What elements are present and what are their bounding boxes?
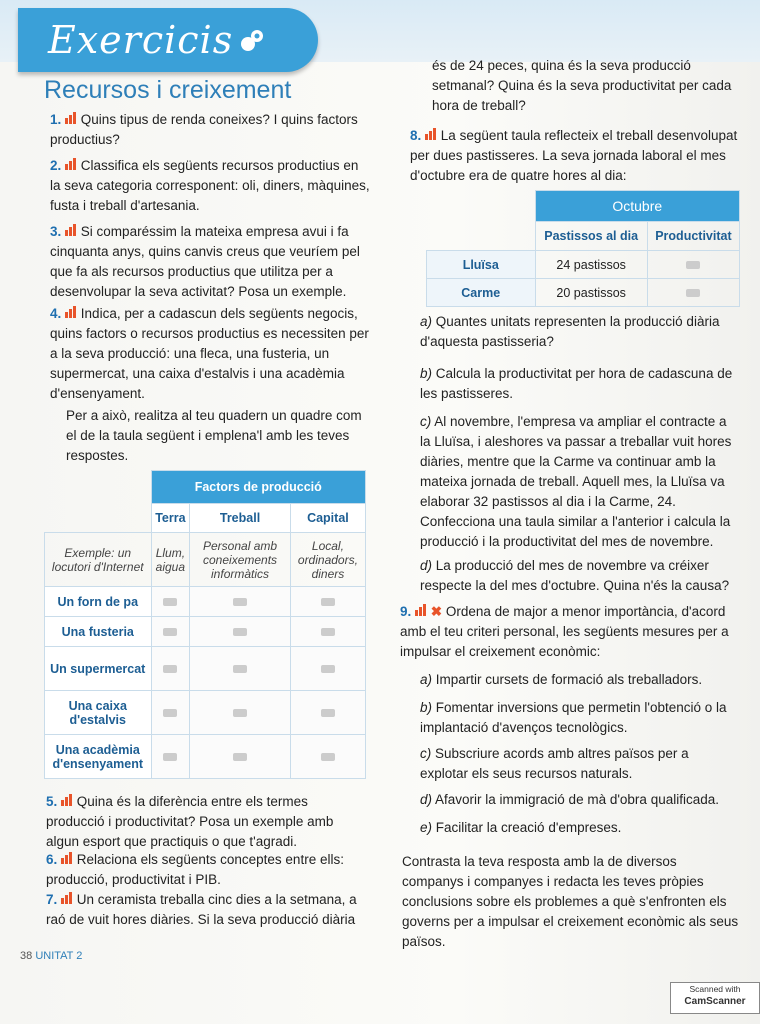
- item-label: c): [420, 414, 432, 429]
- col-header-capital: Capital: [290, 504, 365, 533]
- row-label: Lluïsa: [427, 251, 536, 279]
- exercises-title: Exercicis: [48, 18, 234, 62]
- col-header-pastissos: Pastissos al dia: [535, 222, 647, 251]
- question-number: 2.: [50, 158, 62, 173]
- item-8d: [420, 556, 740, 596]
- row-value: 24 pastissos: [535, 251, 647, 279]
- difficulty-bars-icon: [65, 156, 77, 176]
- question-4: [50, 304, 370, 404]
- blank-answer: [233, 665, 247, 673]
- blank-answer: [163, 753, 177, 761]
- col-header-terra: Terra: [151, 504, 190, 533]
- item-8c: [420, 412, 740, 552]
- question-text: Si comparéssim la mateixa empresa avui i fa cinquanta anys, quins canvis creus que veuríem pel que fa als recursos productius que utilitza per a desenvolupar la seva activitat? Posa un exemple.: [50, 224, 360, 299]
- blank-answer: [233, 628, 247, 636]
- scanner-line-2: CamScanner: [684, 996, 746, 1007]
- difficulty-bars-icon: [415, 602, 427, 622]
- puzzle-icon: [236, 26, 266, 56]
- item-text: Al novembre, l'empresa va ampliar el contracte a la Lluïsa, i aleshores va passar a treballar vuit hores diàries, mentre que la Carme va continuar amb la mateixa jornada de treball. Aquell mes, la Lluïsa va elaborar 32 pastissos al dia i la Carme, 24. Confecciona una taula similar a l'anterior i calcula la producció i la productivitat del mes de novembre.: [420, 414, 732, 549]
- question-9-conclusion: Contrasta la teva resposta amb la de diversos companys i companyes i redacta les teves pròpies conclusions sobre els problemes a què s'enfronten els governs per a impulsar el creixement econòmic als seus països.: [402, 854, 739, 949]
- page-footer: [20, 950, 82, 962]
- question-3: [50, 222, 370, 302]
- section-title: Recursos i creixement: [44, 76, 292, 104]
- row-value: 20 pastissos: [535, 279, 647, 307]
- item-text: Calcula la productivitat per hora de cadascuna de les pastisseres.: [420, 366, 733, 401]
- blank-answer: [163, 709, 177, 717]
- item-9e: [420, 818, 740, 838]
- question-2: [50, 156, 370, 216]
- question-number: 8.: [410, 128, 422, 143]
- item-text: Subscriure acords amb altres països per a explotar els seus recursos naturals.: [420, 746, 689, 781]
- question-4-instructions: Per a això, realitza al teu quadern un quadre com el de la taula següent i emplena'l amb les teves respostes.: [66, 408, 362, 463]
- item-label: b): [420, 700, 433, 715]
- question-5: [46, 792, 364, 852]
- question-7-continued: és de 24 peces, quina és la seva producció setmanal? Quina és la seva productivitat per cada hora de treball?: [432, 58, 732, 113]
- item-9b: [420, 698, 740, 738]
- blank-answer: [686, 261, 700, 269]
- blank-answer: [321, 665, 335, 673]
- blank-answer: [233, 709, 247, 717]
- table-row: [427, 279, 740, 307]
- question-text: La següent taula reflecteix el treball desenvolupat per dues pastisseres. La seva jornada laboral el mes d'octubre era de quatre hores al dia:: [410, 128, 738, 183]
- october-table: [426, 190, 740, 307]
- table-row: [45, 587, 366, 617]
- item-label: a): [420, 672, 433, 687]
- example-label: Exemple: un locutori d'Internet: [45, 533, 152, 587]
- question-number: 7.: [46, 892, 58, 907]
- question-text: Quina és la diferència entre els termes producció i productivitat? Posa un exemple amb algun esport que practiquis o que t'agradi.: [46, 794, 334, 849]
- item-9c: [420, 744, 740, 784]
- item-8a: [420, 312, 740, 352]
- table-row: [45, 647, 366, 691]
- difficulty-bars-icon: [425, 126, 437, 146]
- blank-answer: [321, 628, 335, 636]
- example-capital: Local, ordinadors, diners: [290, 533, 365, 587]
- item-text: La producció del mes de novembre va créixer respecte la del mes d'octubre. Quina n'és la causa?: [420, 558, 730, 593]
- question-number: 6.: [46, 852, 58, 867]
- question-8: [410, 126, 742, 186]
- row-label: Una acadèmia d'ensenyament: [45, 735, 152, 779]
- col-header-treball: Treball: [190, 504, 291, 533]
- blank-answer: [321, 709, 335, 717]
- blank-answer: [233, 598, 247, 606]
- question-text: Quins tipus de renda coneixes? I quins factors productius?: [50, 112, 358, 147]
- question-number: 4.: [50, 306, 62, 321]
- question-text: Ordena de major a menor importància, d'acord amb el teu criteri personal, les següents mesures per a impulsar el creixement econòmic:: [400, 604, 729, 659]
- question-7: [46, 890, 364, 930]
- row-label: Carme: [427, 279, 536, 307]
- item-label: d): [420, 792, 433, 807]
- col-header-productivitat: Productivitat: [647, 222, 739, 251]
- item-label: d): [420, 558, 433, 573]
- october-table-header: Octubre: [535, 191, 740, 222]
- unit-label: UNITAT 2: [35, 950, 83, 962]
- question-number: 9.: [400, 604, 412, 619]
- difficulty-bars-icon: [65, 222, 77, 242]
- item-text: Facilitar la creació d'empreses.: [435, 820, 622, 835]
- table-row: [45, 691, 366, 735]
- scanner-line-1: Scanned with: [689, 984, 741, 994]
- question-text: Classifica els següents recursos productius en la seva categoria corresponent: oli, diners, màquines, fusta i treball d'artesania.: [50, 158, 370, 213]
- blank-answer: [321, 598, 335, 606]
- question-number: 3.: [50, 224, 62, 239]
- example-treball: Personal amb coneixements informàtics: [190, 533, 291, 587]
- page-number: 38: [20, 950, 33, 962]
- question-text: Un ceramista treballa cinc dies a la setmana, a raó de vuit hores diàries. Si la seva producció diària: [46, 892, 357, 927]
- item-text: Fomentar inversions que permetin l'obtenció o la implantació d'avenços tecnològics.: [420, 700, 727, 735]
- question-text: Indica, per a cadascun dels següents negocis, quins factors o recursos productius es necessiten per a la seva producció: una fleca, una fusteria, un supermercat, una caixa d'estalvis i una acadèmia d'ensenyament.: [50, 306, 369, 401]
- row-label: Un forn de pa: [45, 587, 152, 617]
- exercises-badge: [18, 8, 318, 72]
- question-number: 1.: [50, 112, 62, 127]
- factors-table-header: Factors de producció: [151, 471, 366, 504]
- item-label: c): [420, 746, 432, 761]
- row-label: Una fusteria: [45, 617, 152, 647]
- item-8b: [420, 364, 740, 404]
- item-label: b): [420, 366, 433, 381]
- item-text: Quantes unitats representen la producció diària d'aquesta pastisseria?: [420, 314, 720, 349]
- table-row: [45, 617, 366, 647]
- row-label: Una caixa d'estalvis: [45, 691, 152, 735]
- blank-answer: [233, 753, 247, 761]
- question-text: Relaciona els següents conceptes entre ells: producció, productivitat i PIB.: [46, 852, 344, 887]
- factors-table: [44, 470, 366, 779]
- item-9a: [420, 670, 740, 690]
- blank-answer: [163, 665, 177, 673]
- table-row: [45, 735, 366, 779]
- table-row: [427, 251, 740, 279]
- blank-answer: [321, 753, 335, 761]
- item-text: Impartir cursets de formació als treballadors.: [435, 672, 703, 687]
- difficulty-bars-icon: [61, 792, 73, 812]
- difficulty-bars-icon: [61, 890, 73, 910]
- blank-answer: [686, 289, 700, 297]
- item-label: e): [420, 820, 433, 835]
- blank-answer: [163, 598, 177, 606]
- row-label: Un supermercat: [45, 647, 152, 691]
- question-6: [46, 850, 364, 890]
- example-terra: Llum, aigua: [151, 533, 190, 587]
- camscanner-watermark: [670, 982, 760, 1014]
- question-number: 5.: [46, 794, 58, 809]
- question-9: [400, 602, 740, 662]
- difficulty-bars-icon: [65, 110, 77, 130]
- difficulty-bars-icon: [65, 304, 77, 324]
- item-label: a): [420, 314, 433, 329]
- group-work-icon: ✖: [430, 604, 443, 619]
- difficulty-bars-icon: [61, 850, 73, 870]
- item-9d: [420, 790, 740, 810]
- question-1: [50, 110, 370, 150]
- blank-answer: [163, 628, 177, 636]
- item-text: Afavorir la immigració de mà d'obra qualificada.: [435, 792, 719, 807]
